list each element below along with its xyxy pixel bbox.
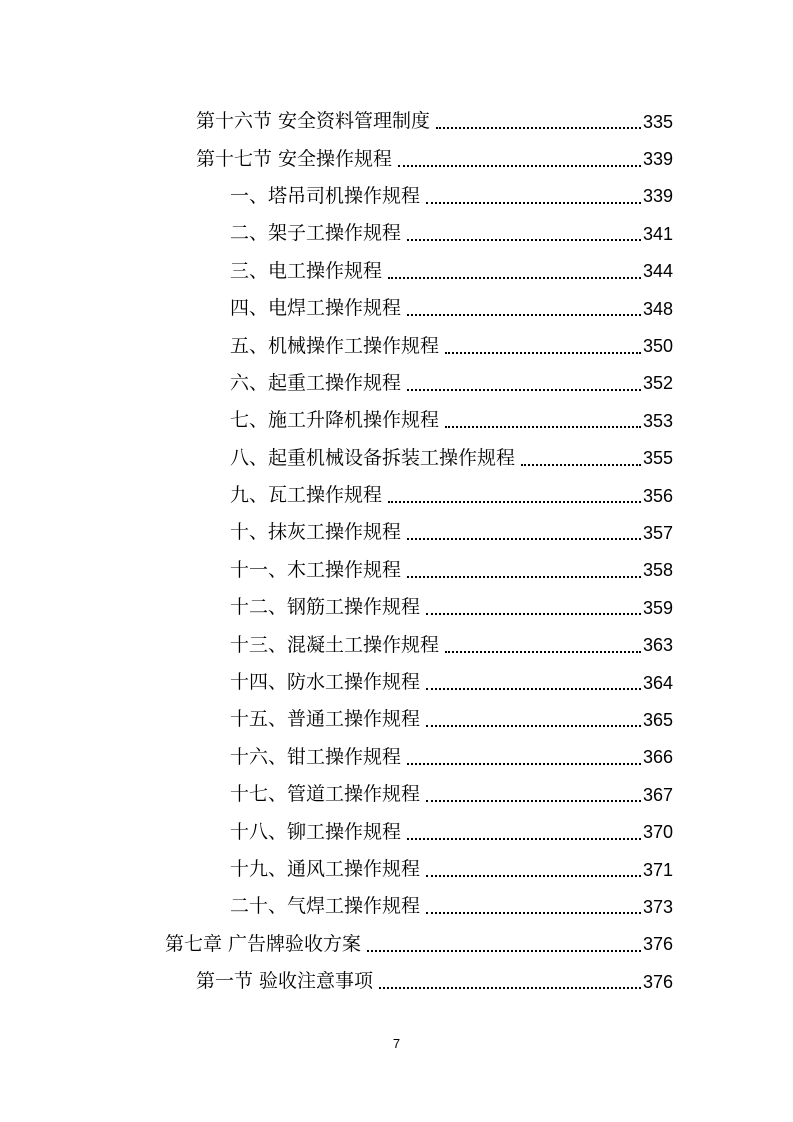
- toc-entry-title: 六、起重工操作规程: [230, 371, 402, 394]
- dot-leader: [426, 799, 641, 802]
- toc-entry[interactable]: [0, 253, 793, 290]
- toc-entry-page: 358: [642, 560, 673, 581]
- toc-entry-title: 第七章 广告牌验收方案: [165, 932, 362, 955]
- toc-entry-page: 341: [642, 223, 673, 244]
- toc-entry-title: 七、施工升降机操作规程: [230, 409, 440, 432]
- toc-entry-page: 371: [642, 859, 673, 880]
- toc-entry-page: 355: [642, 448, 673, 469]
- dot-leader: [367, 949, 641, 952]
- toc-entry-page: 367: [642, 784, 673, 805]
- toc-entry-title: 十七、管道工操作规程: [230, 783, 421, 806]
- toc-entry-page: 359: [642, 597, 673, 618]
- toc-entry[interactable]: [0, 477, 793, 514]
- toc-entry[interactable]: [0, 926, 793, 963]
- dot-leader: [426, 612, 641, 615]
- dot-leader: [388, 276, 641, 279]
- toc-entry-page: 376: [642, 934, 673, 955]
- dot-leader: [445, 351, 641, 354]
- toc-entry[interactable]: [0, 440, 793, 477]
- toc-entry-page: 366: [642, 747, 673, 768]
- toc-entry-page: 357: [642, 522, 673, 543]
- toc-entry[interactable]: [0, 701, 793, 738]
- toc-entry-title: 一、塔吊司机操作规程: [230, 184, 421, 207]
- toc-entry[interactable]: [0, 365, 793, 402]
- dot-leader: [379, 986, 641, 989]
- toc-entry-title: 十四、防水工操作规程: [230, 671, 421, 694]
- dot-leader: [436, 126, 641, 129]
- toc-entry-title: 九、瓦工操作规程: [230, 484, 383, 507]
- toc-entry-title: 第一节 验收注意事项: [196, 970, 374, 993]
- dot-leader: [445, 650, 641, 653]
- toc-entry-page: 350: [642, 336, 673, 357]
- toc-entry-title: 十五、普通工操作规程: [230, 708, 421, 731]
- toc-entry[interactable]: [0, 402, 793, 439]
- dot-leader: [407, 388, 641, 391]
- dot-leader: [407, 837, 641, 840]
- toc-entry[interactable]: [0, 963, 793, 1000]
- toc-entry[interactable]: [0, 514, 793, 551]
- toc-entry-title: 十九、通风工操作规程: [230, 858, 421, 880]
- dot-leader: [407, 575, 641, 578]
- toc-entry-page: 335: [642, 111, 673, 132]
- toc-entry-title: 十二、钢筋工操作规程: [230, 596, 421, 619]
- dot-leader: [407, 762, 641, 765]
- dot-leader: [388, 500, 641, 503]
- toc-entry-title: 十八、铆工操作规程: [230, 820, 402, 843]
- toc-entry[interactable]: [0, 888, 793, 925]
- toc-entry-page: 364: [642, 672, 673, 693]
- toc-entry[interactable]: [0, 552, 793, 589]
- dot-leader: [407, 537, 641, 540]
- toc-entry[interactable]: [0, 664, 793, 701]
- toc-entry-page: 348: [642, 298, 673, 319]
- toc-entry-title: 五、机械操作工操作规程: [230, 334, 440, 357]
- toc-entry[interactable]: [0, 589, 793, 626]
- toc-entry-page: 344: [642, 261, 673, 282]
- toc-entry-title: 十、抹灰工操作规程: [230, 521, 402, 544]
- toc-entry-title: 三、电工操作规程: [230, 259, 383, 282]
- toc-entry-page: 363: [642, 635, 673, 656]
- toc-entry-title: 十三、混凝土工操作规程: [230, 633, 440, 656]
- toc-entry-page: 373: [642, 896, 673, 917]
- toc-entry-title: 二、架子工操作规程: [230, 222, 402, 245]
- toc-entry-title: 十一、木工操作规程: [230, 558, 402, 581]
- page-number: 7: [392, 1036, 401, 1051]
- dot-leader: [445, 425, 641, 428]
- toc-entry-title: 四、电焊工操作规程: [230, 297, 402, 320]
- toc-entry-title: 第十七节 安全操作规程: [196, 147, 393, 170]
- toc-entry[interactable]: [0, 140, 793, 177]
- toc-entry-title: 二十、气焊工操作规程: [230, 895, 421, 918]
- toc-entry-page: 376: [642, 971, 673, 992]
- toc-entry-title: 八、起重机械设备拆装工操作规程: [230, 446, 516, 469]
- toc-entry[interactable]: [0, 739, 793, 776]
- toc-entry-title: 第十六节 安全资料管理制度: [196, 110, 431, 133]
- toc-entry-page: 352: [642, 373, 673, 394]
- toc-entry[interactable]: [0, 776, 793, 813]
- dot-leader: [407, 238, 641, 241]
- dot-leader: [426, 911, 641, 914]
- toc-entry[interactable]: [0, 327, 793, 364]
- dot-leader: [521, 463, 641, 466]
- toc-entry-page: 339: [642, 149, 673, 170]
- toc-entry[interactable]: [0, 103, 793, 140]
- toc-entry-page: 353: [642, 410, 673, 431]
- dot-leader: [426, 201, 641, 204]
- toc-entry[interactable]: [0, 851, 793, 888]
- toc-entry[interactable]: [0, 626, 793, 663]
- toc-entry[interactable]: [0, 215, 793, 252]
- toc-entry-page: 356: [642, 485, 673, 506]
- toc-entry[interactable]: [0, 290, 793, 327]
- dot-leader: [426, 874, 641, 877]
- toc-entry-page: 365: [642, 709, 673, 730]
- dot-leader: [426, 724, 641, 727]
- toc-entry-page: 339: [642, 186, 673, 207]
- dot-leader: [407, 313, 641, 316]
- dot-leader: [398, 164, 641, 167]
- table-of-contents: [0, 103, 793, 1000]
- toc-entry-title: 十六、钳工操作规程: [230, 745, 402, 768]
- toc-entry[interactable]: [0, 178, 793, 215]
- toc-entry[interactable]: [0, 813, 793, 850]
- dot-leader: [426, 687, 641, 690]
- toc-entry-page: 370: [642, 822, 673, 843]
